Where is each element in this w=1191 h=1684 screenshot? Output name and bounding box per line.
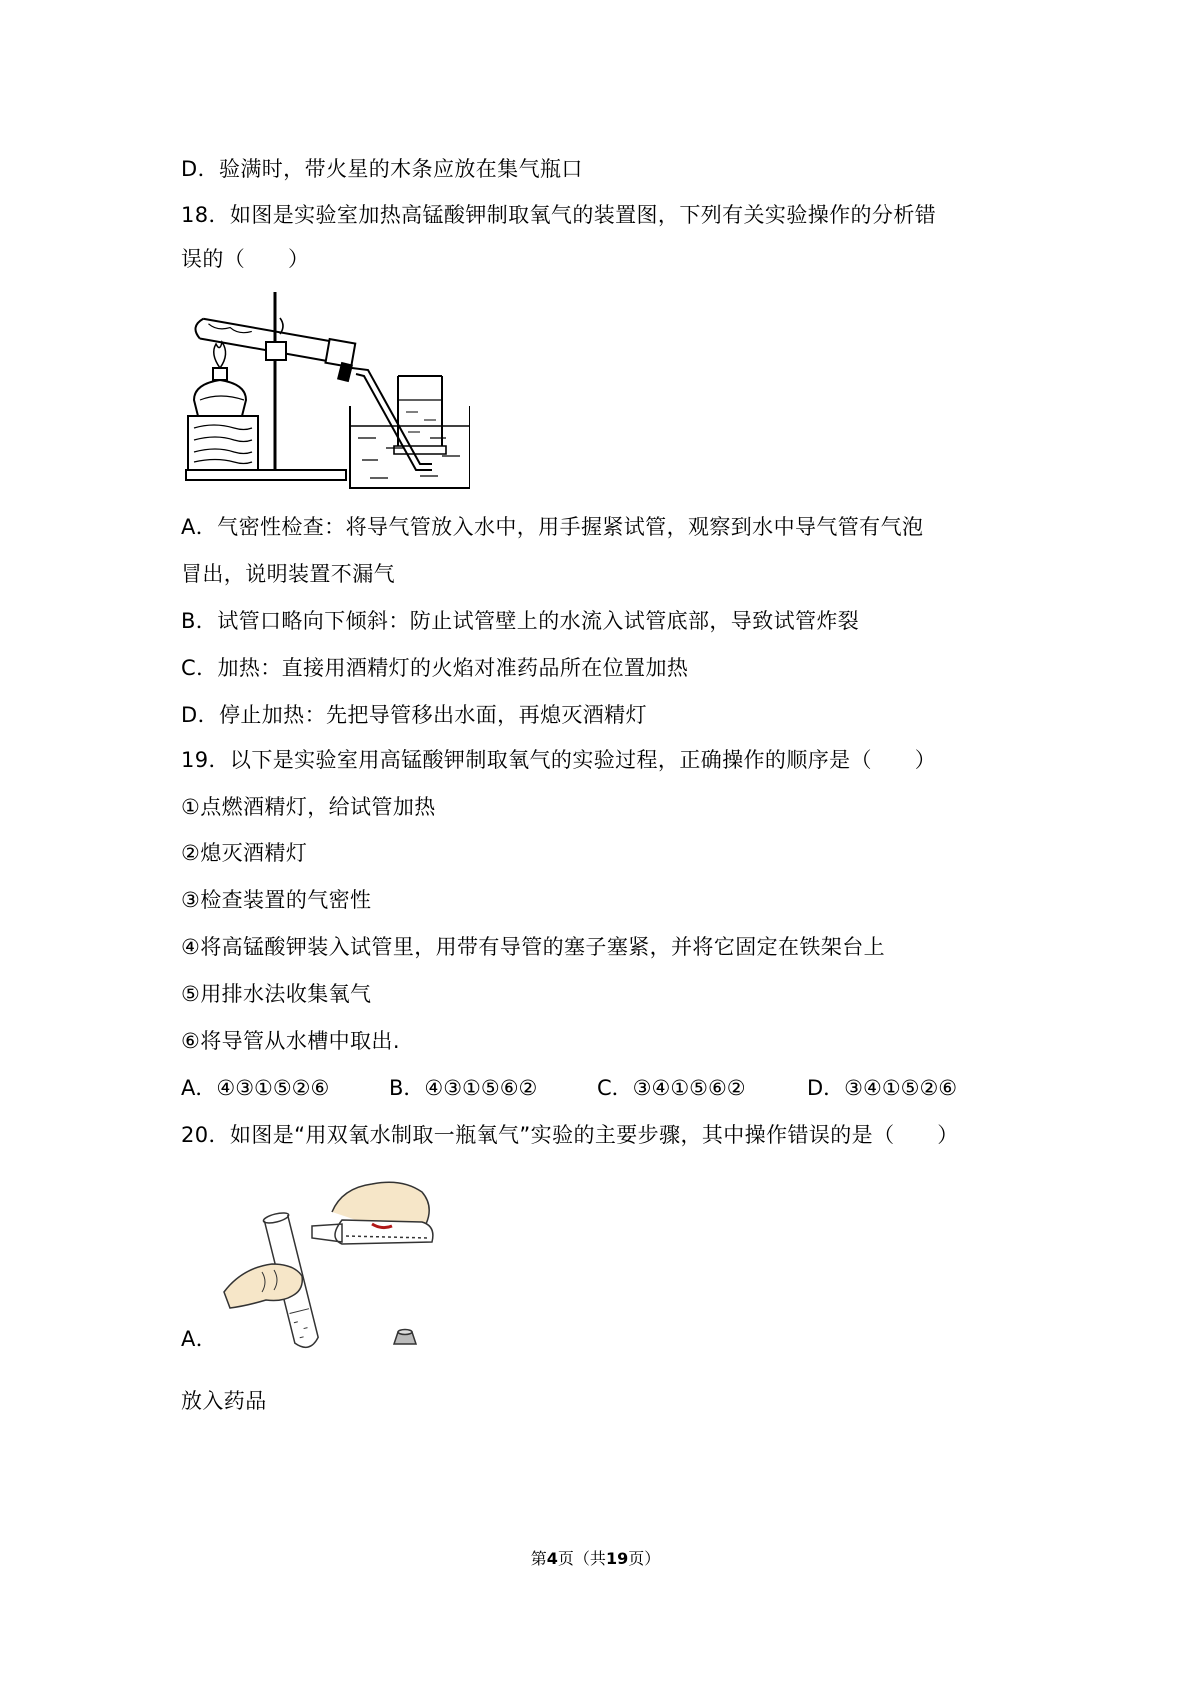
q18-option-d: D．停止加热：先把导管移出水面，再熄灭酒精灯 — [181, 703, 647, 727]
q19-option-c: C．③④①⑤⑥② — [597, 1076, 746, 1100]
q18-stem-line-1: 18．如图是实验室加热高锰酸钾制取氧气的装置图，下列有关实验操作的分析错 — [181, 203, 937, 227]
footer-prefix: 第 — [530, 1549, 547, 1568]
clamp — [266, 342, 286, 360]
q19-option-a: A．④③①⑤②⑥ — [181, 1076, 330, 1100]
q19-stem: 19．以下是实验室用高锰酸钾制取氧气的实验过程，正确操作的顺序是（ ） — [181, 748, 937, 772]
q20-pouring-figure — [222, 1172, 452, 1362]
q20-stem: 20．如图是“用双氧水制取一瓶氧气”实验的主要步骤，其中操作错误的是（ ） — [181, 1123, 959, 1147]
q19-step-3: ③检查装置的气密性 — [181, 888, 372, 912]
q18-option-a-line-2: 冒出，说明装置不漏气 — [181, 562, 395, 586]
q18-option-a-line-1: A．气密性检查：将导气管放入水中，用手握紧试管，观察到水中导气管有气泡 — [181, 515, 924, 539]
q19-option-b: B．④③①⑤⑥② — [389, 1076, 538, 1100]
q19-step-2: ②熄灭酒精灯 — [181, 841, 308, 865]
footer-total-pages: 19 — [605, 1549, 629, 1568]
reagent-bottle — [335, 1220, 433, 1244]
q19-options-row — [181, 1073, 957, 1103]
q19-option-d: D．③④①⑤②⑥ — [807, 1076, 958, 1100]
stand-base — [186, 470, 346, 480]
q19-step-4: ④将高锰酸钾装入试管里，用带有导管的塞子塞紧，并将它固定在铁架台上 — [181, 935, 886, 959]
q19-step-1: ①点燃酒精灯，给试管加热 — [181, 795, 436, 819]
q19-step-5: ⑤用排水法收集氧气 — [181, 982, 372, 1006]
wooden-block — [188, 416, 258, 470]
footer-middle: 页（共 — [557, 1549, 606, 1568]
lamp-neck — [213, 368, 227, 380]
q18-option-b: B．试管口略向下倾斜：防止试管壁上的水流入试管底部，导致试管炸裂 — [181, 609, 860, 633]
q20-option-a-caption: 放入药品 — [181, 1389, 267, 1413]
q17-option-d: D．验满时，带火星的木条应放在集气瓶口 — [181, 157, 583, 181]
q18-apparatus-figure — [180, 288, 470, 498]
footer-suffix: 页） — [628, 1549, 661, 1568]
footer-page-number: 4 — [546, 1549, 558, 1568]
page-footer — [0, 1548, 1191, 1570]
q18-option-c: C．加热：直接用酒精灯的火焰对准药品所在位置加热 — [181, 656, 689, 680]
q19-step-6: ⑥将导管从水槽中取出. — [181, 1029, 400, 1053]
q20-option-a-label: A． — [181, 1327, 218, 1351]
flame — [214, 342, 226, 368]
stopper — [325, 339, 355, 367]
q18-stem-line-2: 误的（ ） — [181, 247, 310, 271]
